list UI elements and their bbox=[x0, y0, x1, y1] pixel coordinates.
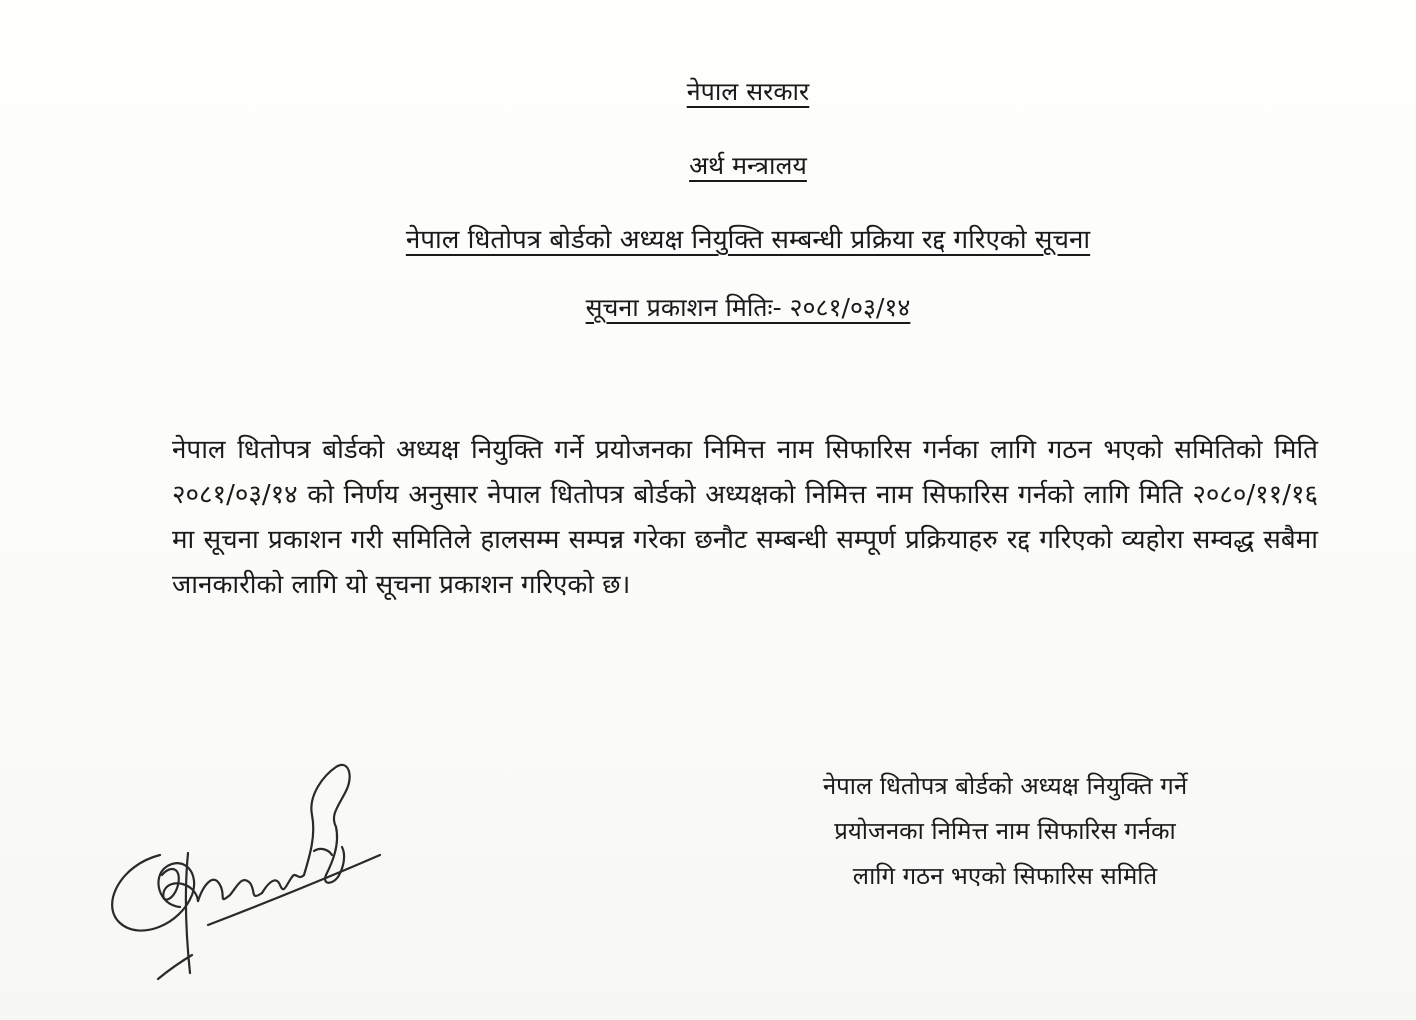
publication-date bbox=[40, 290, 1416, 326]
signatory-line-3: लागि गठन भएको सिफारिस समिति bbox=[852, 862, 1158, 890]
government-heading bbox=[40, 74, 1416, 110]
ministry-heading bbox=[40, 148, 1416, 184]
signatory-block bbox=[700, 764, 1310, 899]
signatory-line-1: नेपाल धितोपत्र बोर्डको अध्यक्ष नियुक्ति गर्ने bbox=[822, 772, 1188, 800]
publication-date-text: सूचना प्रकाशन मितिः- २०८१/०३/१४ bbox=[585, 293, 911, 322]
government-name: नेपाल सरकार bbox=[686, 77, 810, 106]
notice-body-paragraph: नेपाल धितोपत्र बोर्डको अध्यक्ष नियुक्ति गर्ने प्रयोजनका निमित्त नाम सिफारिस गर्नका लागि गठन भएको समितिको मिति २०८१/०३/१४ को निर्णय अनुसार नेपाल धितोपत्र बोर्डको अध्यक्षको निमित्त नाम सिफारिस गर्नको लागि मिति २०८०/११/१६ मा सूचना प्रकाशन गरी समितिले हालसम्म सम्पन्न गरेका छनौट सम्बन्धी सम्पूर्ण प्रक्रियाहरु रद्द गरिएको व्यहोरा सम्वद्ध सबैमा जानकारीको लागि यो सूचना प्रकाशन गरिएको छ। bbox=[172, 435, 1318, 600]
handwritten-signature-icon bbox=[100, 755, 390, 980]
signatory-line-2: प्रयोजनका निमित्त नाम सिफारिस गर्नका bbox=[834, 817, 1176, 845]
notice-title-text: नेपाल धितोपत्र बोर्डको अध्यक्ष नियुक्ति सम्बन्धी प्रक्रिया रद्द गरिएको सूचना bbox=[405, 225, 1091, 255]
ministry-name: अर्थ मन्त्रालय bbox=[689, 151, 807, 180]
notice-title bbox=[40, 222, 1416, 258]
